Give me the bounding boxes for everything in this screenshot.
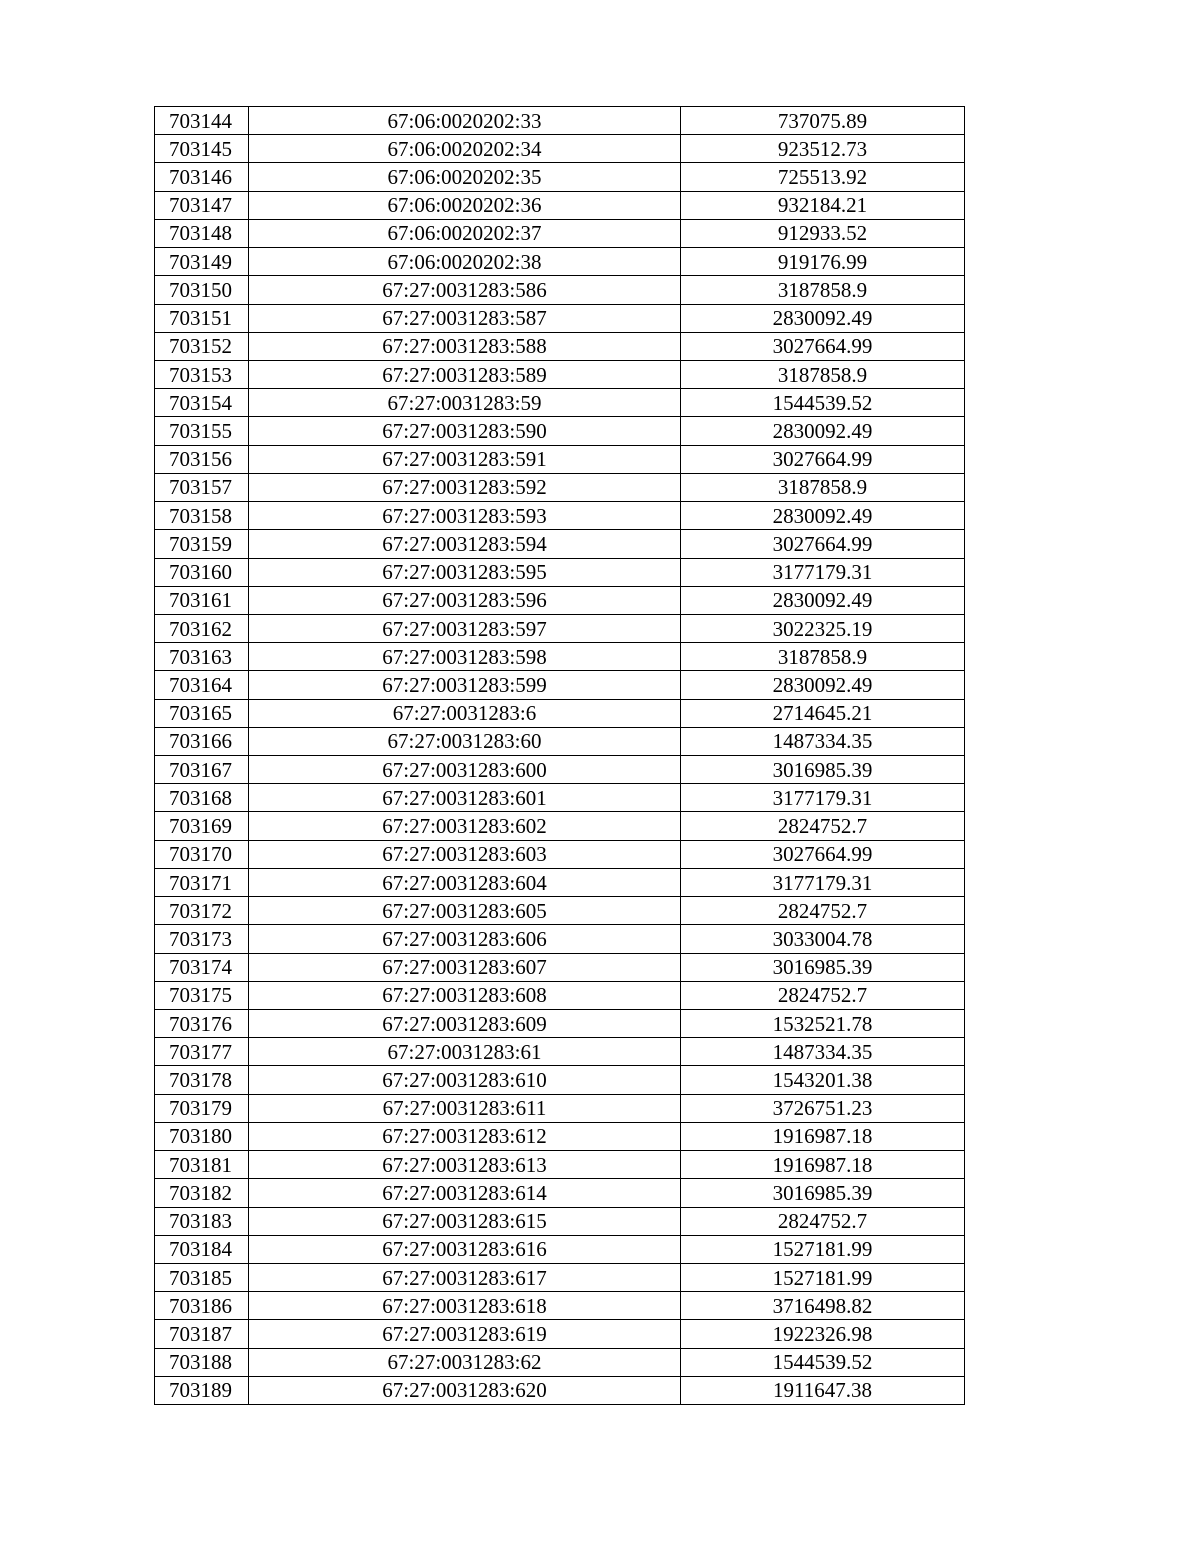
value-cell: 2824752.7: [681, 1207, 965, 1235]
row-number-cell: 703176: [155, 1010, 249, 1038]
cadastral-number-cell: 67:27:0031283:60: [249, 727, 681, 755]
value-cell: 1527181.99: [681, 1263, 965, 1291]
row-number-cell: 703169: [155, 812, 249, 840]
value-cell: 2824752.7: [681, 981, 965, 1009]
row-number-cell: 703172: [155, 897, 249, 925]
value-cell: 1916987.18: [681, 1122, 965, 1150]
value-cell: 3716498.82: [681, 1292, 965, 1320]
table-row: [155, 502, 965, 530]
table-row: [155, 445, 965, 473]
table-row: [155, 1010, 965, 1038]
value-cell: 2824752.7: [681, 897, 965, 925]
cadastral-number-cell: 67:06:0020202:33: [249, 107, 681, 135]
table-row: [155, 981, 965, 1009]
cadastral-number-cell: 67:27:0031283:589: [249, 360, 681, 388]
table-row: [155, 727, 965, 755]
cadastral-number-cell: 67:27:0031283:593: [249, 502, 681, 530]
row-number-cell: 703189: [155, 1376, 249, 1404]
value-cell: 3187858.9: [681, 360, 965, 388]
value-cell: 1544539.52: [681, 1348, 965, 1376]
value-cell: 3016985.39: [681, 953, 965, 981]
table-row: [155, 925, 965, 953]
table-row: [155, 1235, 965, 1263]
table-row: [155, 135, 965, 163]
row-number-cell: 703180: [155, 1122, 249, 1150]
value-cell: 923512.73: [681, 135, 965, 163]
cadastral-number-cell: 67:27:0031283:613: [249, 1151, 681, 1179]
row-number-cell: 703177: [155, 1038, 249, 1066]
cadastral-number-cell: 67:06:0020202:36: [249, 191, 681, 219]
row-number-cell: 703149: [155, 248, 249, 276]
cadastral-number-cell: 67:06:0020202:35: [249, 163, 681, 191]
value-cell: 3027664.99: [681, 530, 965, 558]
row-number-cell: 703166: [155, 727, 249, 755]
cadastral-number-cell: 67:06:0020202:37: [249, 219, 681, 247]
row-number-cell: 703167: [155, 756, 249, 784]
row-number-cell: 703159: [155, 530, 249, 558]
cadastral-number-cell: 67:27:0031283:619: [249, 1320, 681, 1348]
table-row: [155, 1263, 965, 1291]
value-cell: 932184.21: [681, 191, 965, 219]
value-cell: 2830092.49: [681, 502, 965, 530]
value-cell: 3177179.31: [681, 868, 965, 896]
table-row: [155, 614, 965, 642]
cadastral-number-cell: 67:27:0031283:595: [249, 558, 681, 586]
row-number-cell: 703182: [155, 1179, 249, 1207]
row-number-cell: 703160: [155, 558, 249, 586]
row-number-cell: 703165: [155, 699, 249, 727]
cadastral-number-cell: 67:27:0031283:601: [249, 784, 681, 812]
table-row: [155, 219, 965, 247]
row-number-cell: 703154: [155, 389, 249, 417]
table-row: [155, 191, 965, 219]
table-row: [155, 840, 965, 868]
table-row: [155, 1179, 965, 1207]
table-row: [155, 473, 965, 501]
row-number-cell: 703186: [155, 1292, 249, 1320]
row-number-cell: 703174: [155, 953, 249, 981]
cadastral-number-cell: 67:27:0031283:587: [249, 304, 681, 332]
table-row: [155, 1320, 965, 1348]
value-cell: 1916987.18: [681, 1151, 965, 1179]
cadastral-number-cell: 67:27:0031283:610: [249, 1066, 681, 1094]
data-table: [154, 106, 965, 1405]
value-cell: 1532521.78: [681, 1010, 965, 1038]
table-row: [155, 1376, 965, 1404]
value-cell: 2830092.49: [681, 671, 965, 699]
row-number-cell: 703153: [155, 360, 249, 388]
cadastral-number-cell: 67:27:0031283:604: [249, 868, 681, 896]
row-number-cell: 703156: [155, 445, 249, 473]
table-row: [155, 163, 965, 191]
table-row: [155, 558, 965, 586]
value-cell: 725513.92: [681, 163, 965, 191]
table-row: [155, 389, 965, 417]
table-row: [155, 360, 965, 388]
cadastral-number-cell: 67:27:0031283:612: [249, 1122, 681, 1150]
value-cell: 2830092.49: [681, 304, 965, 332]
cadastral-number-cell: 67:27:0031283:615: [249, 1207, 681, 1235]
value-cell: 3016985.39: [681, 756, 965, 784]
cadastral-number-cell: 67:27:0031283:598: [249, 643, 681, 671]
row-number-cell: 703181: [155, 1151, 249, 1179]
value-cell: 1911647.38: [681, 1376, 965, 1404]
table-row: [155, 1207, 965, 1235]
table-row: [155, 586, 965, 614]
table-row: [155, 699, 965, 727]
cadastral-number-cell: 67:27:0031283:62: [249, 1348, 681, 1376]
cadastral-number-cell: 67:27:0031283:607: [249, 953, 681, 981]
table-row: [155, 332, 965, 360]
cadastral-number-cell: 67:27:0031283:618: [249, 1292, 681, 1320]
cadastral-number-cell: 67:27:0031283:591: [249, 445, 681, 473]
table-row: [155, 671, 965, 699]
value-cell: 3027664.99: [681, 332, 965, 360]
cadastral-number-cell: 67:06:0020202:38: [249, 248, 681, 276]
value-cell: 3016985.39: [681, 1179, 965, 1207]
cadastral-number-cell: 67:27:0031283:617: [249, 1263, 681, 1291]
row-number-cell: 703152: [155, 332, 249, 360]
row-number-cell: 703151: [155, 304, 249, 332]
value-cell: 912933.52: [681, 219, 965, 247]
cadastral-number-cell: 67:27:0031283:594: [249, 530, 681, 558]
table-row: [155, 953, 965, 981]
cadastral-number-cell: 67:27:0031283:603: [249, 840, 681, 868]
value-cell: 2830092.49: [681, 586, 965, 614]
row-number-cell: 703157: [155, 473, 249, 501]
row-number-cell: 703150: [155, 276, 249, 304]
cadastral-number-cell: 67:27:0031283:588: [249, 332, 681, 360]
cadastral-number-cell: 67:27:0031283:611: [249, 1094, 681, 1122]
row-number-cell: 703144: [155, 107, 249, 135]
table-row: [155, 1292, 965, 1320]
table-row: [155, 756, 965, 784]
row-number-cell: 703164: [155, 671, 249, 699]
row-number-cell: 703147: [155, 191, 249, 219]
cadastral-number-cell: 67:27:0031283:600: [249, 756, 681, 784]
table-row: [155, 304, 965, 332]
table-row: [155, 1122, 965, 1150]
value-cell: 1487334.35: [681, 727, 965, 755]
cadastral-number-cell: 67:27:0031283:586: [249, 276, 681, 304]
table-row: [155, 1066, 965, 1094]
cadastral-number-cell: 67:27:0031283:606: [249, 925, 681, 953]
table-row: [155, 107, 965, 135]
cadastral-number-cell: 67:27:0031283:608: [249, 981, 681, 1009]
cadastral-number-cell: 67:27:0031283:620: [249, 1376, 681, 1404]
table-row: [155, 784, 965, 812]
row-number-cell: 703145: [155, 135, 249, 163]
table-row: [155, 417, 965, 445]
table-row: [155, 897, 965, 925]
row-number-cell: 703155: [155, 417, 249, 445]
value-cell: 1527181.99: [681, 1235, 965, 1263]
cadastral-number-cell: 67:27:0031283:590: [249, 417, 681, 445]
table-body: [155, 107, 965, 1405]
value-cell: 737075.89: [681, 107, 965, 135]
row-number-cell: 703162: [155, 614, 249, 642]
row-number-cell: 703158: [155, 502, 249, 530]
cadastral-number-cell: 67:27:0031283:596: [249, 586, 681, 614]
value-cell: 1922326.98: [681, 1320, 965, 1348]
value-cell: 3177179.31: [681, 784, 965, 812]
table-row: [155, 248, 965, 276]
table-row: [155, 1094, 965, 1122]
cadastral-number-cell: 67:27:0031283:609: [249, 1010, 681, 1038]
row-number-cell: 703173: [155, 925, 249, 953]
row-number-cell: 703184: [155, 1235, 249, 1263]
table-row: [155, 1151, 965, 1179]
value-cell: 3726751.23: [681, 1094, 965, 1122]
row-number-cell: 703183: [155, 1207, 249, 1235]
value-cell: 3177179.31: [681, 558, 965, 586]
row-number-cell: 703171: [155, 868, 249, 896]
table-row: [155, 530, 965, 558]
row-number-cell: 703175: [155, 981, 249, 1009]
cadastral-number-cell: 67:27:0031283:61: [249, 1038, 681, 1066]
value-cell: 2830092.49: [681, 417, 965, 445]
table-row: [155, 868, 965, 896]
row-number-cell: 703185: [155, 1263, 249, 1291]
cadastral-number-cell: 67:27:0031283:59: [249, 389, 681, 417]
cadastral-number-cell: 67:27:0031283:592: [249, 473, 681, 501]
row-number-cell: 703188: [155, 1348, 249, 1376]
value-cell: 3033004.78: [681, 925, 965, 953]
cadastral-number-cell: 67:27:0031283:605: [249, 897, 681, 925]
value-cell: 919176.99: [681, 248, 965, 276]
cadastral-number-cell: 67:27:0031283:599: [249, 671, 681, 699]
row-number-cell: 703146: [155, 163, 249, 191]
value-cell: 3022325.19: [681, 614, 965, 642]
row-number-cell: 703168: [155, 784, 249, 812]
row-number-cell: 703148: [155, 219, 249, 247]
table-row: [155, 276, 965, 304]
row-number-cell: 703187: [155, 1320, 249, 1348]
cadastral-number-cell: 67:27:0031283:597: [249, 614, 681, 642]
cadastral-number-cell: 67:27:0031283:616: [249, 1235, 681, 1263]
value-cell: 3187858.9: [681, 473, 965, 501]
table-row: [155, 643, 965, 671]
value-cell: 3027664.99: [681, 840, 965, 868]
row-number-cell: 703179: [155, 1094, 249, 1122]
value-cell: 1543201.38: [681, 1066, 965, 1094]
row-number-cell: 703163: [155, 643, 249, 671]
value-cell: 1487334.35: [681, 1038, 965, 1066]
table-row: [155, 1348, 965, 1376]
value-cell: 1544539.52: [681, 389, 965, 417]
row-number-cell: 703178: [155, 1066, 249, 1094]
table-row: [155, 1038, 965, 1066]
cadastral-number-cell: 67:27:0031283:602: [249, 812, 681, 840]
row-number-cell: 703170: [155, 840, 249, 868]
value-cell: 3187858.9: [681, 643, 965, 671]
value-cell: 2824752.7: [681, 812, 965, 840]
value-cell: 3027664.99: [681, 445, 965, 473]
row-number-cell: 703161: [155, 586, 249, 614]
value-cell: 2714645.21: [681, 699, 965, 727]
cadastral-number-cell: 67:27:0031283:614: [249, 1179, 681, 1207]
value-cell: 3187858.9: [681, 276, 965, 304]
cadastral-number-cell: 67:27:0031283:6: [249, 699, 681, 727]
cadastral-number-cell: 67:06:0020202:34: [249, 135, 681, 163]
table-row: [155, 812, 965, 840]
